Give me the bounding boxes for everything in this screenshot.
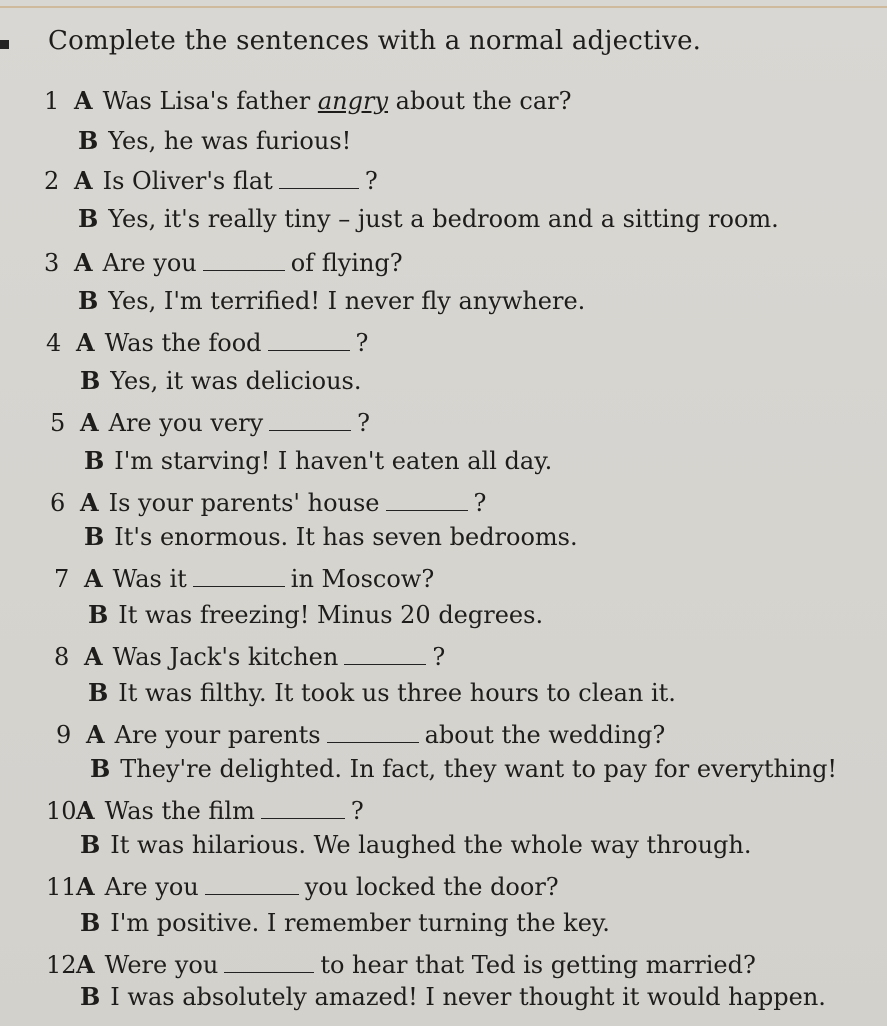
- question-text-end: to hear that Ted is getting married?: [320, 951, 756, 979]
- speaker-a-label: A: [76, 950, 95, 979]
- item-number: 8: [54, 643, 70, 671]
- item-number: 11: [46, 873, 77, 901]
- response-line-b: [80, 908, 610, 937]
- response-text: Yes, it's really: [108, 205, 285, 233]
- speaker-a-label: A: [80, 488, 99, 517]
- response-line-b: [78, 126, 351, 155]
- response-line-b: [80, 982, 826, 1011]
- item-number: 9: [56, 721, 72, 749]
- speaker-b-label: B: [80, 830, 101, 859]
- answer-blank[interactable]: [261, 800, 345, 819]
- strong-adjective: freezing: [199, 601, 300, 629]
- question-line-a: [54, 642, 445, 671]
- strong-adjective: furious: [255, 127, 342, 155]
- answer-blank[interactable]: [224, 954, 314, 973]
- question-text-end: of flying?: [290, 249, 403, 277]
- question-line-a: [56, 720, 665, 749]
- question-line-a: [44, 248, 403, 277]
- strong-adjective: enormous: [159, 523, 281, 551]
- question-line-a: [46, 328, 368, 357]
- response-line-b: [84, 522, 578, 551]
- question-text: Was the film: [104, 797, 255, 825]
- response-line-b: [78, 286, 585, 315]
- strong-adjective: delicious: [245, 367, 354, 395]
- question-line-a: [44, 86, 572, 115]
- answer-blank[interactable]: [344, 646, 426, 665]
- answer-blank[interactable]: [193, 568, 285, 587]
- speaker-b-label: B: [84, 522, 105, 551]
- item-number: 4: [46, 329, 62, 357]
- answer-blank[interactable]: [203, 252, 285, 271]
- question-text-end: ?: [364, 167, 378, 195]
- strong-adjective: hilarious: [191, 831, 299, 859]
- example-answer: angry: [317, 87, 389, 115]
- speaker-b-label: B: [88, 600, 109, 629]
- response-text: They're: [120, 755, 220, 783]
- response-text-end: ! Minus 20 degrees.: [299, 601, 544, 629]
- response-text: It was: [118, 601, 200, 629]
- item-number: 5: [50, 409, 66, 437]
- speaker-b-label: B: [78, 286, 99, 315]
- question-text: Is your parents' house: [108, 489, 380, 517]
- question-text: Are your parents: [114, 721, 321, 749]
- speaker-b-label: B: [78, 126, 99, 155]
- question-text: Are you: [104, 873, 199, 901]
- question-line-a: [50, 488, 486, 517]
- question-text: Were you: [104, 951, 219, 979]
- speaker-a-label: A: [74, 86, 93, 115]
- question-text-end: ?: [350, 797, 364, 825]
- question-text-end: in Moscow?: [290, 565, 435, 593]
- strong-adjective: terrified: [210, 287, 311, 315]
- response-line-b: [78, 204, 779, 233]
- strong-adjective: tiny: [284, 205, 331, 233]
- item-number: 7: [54, 565, 70, 593]
- speaker-a-label: A: [86, 720, 105, 749]
- answer-blank[interactable]: [386, 492, 468, 511]
- strong-adjective: delighted: [219, 755, 335, 783]
- answer-blank[interactable]: [269, 412, 351, 431]
- speaker-b-label: B: [88, 678, 109, 707]
- question-line-a: [46, 872, 559, 901]
- question-line-a: [54, 564, 434, 593]
- question-text: Was it: [112, 565, 187, 593]
- speaker-a-label: A: [76, 328, 95, 357]
- response-text: I'm: [110, 909, 157, 937]
- question-line-a: [46, 950, 756, 979]
- item-number: 3: [44, 249, 60, 277]
- response-line-b: [80, 830, 751, 859]
- item-number: 10: [46, 797, 77, 825]
- response-text-end: . It has seven bedrooms.: [280, 523, 578, 551]
- speaker-a-label: A: [74, 248, 93, 277]
- item-number: 12: [46, 951, 77, 979]
- item-number: 2: [44, 167, 60, 195]
- speaker-b-label: B: [80, 908, 101, 937]
- response-text-end: . It took us three hours to clean it.: [259, 679, 676, 707]
- response-text-end: . In fact, they want to pay for everything!: [334, 755, 838, 783]
- question-line-a: [44, 166, 378, 195]
- speaker-b-label: B: [80, 982, 101, 1011]
- response-line-b: [84, 446, 552, 475]
- question-text: Was Lisa's father: [102, 87, 318, 115]
- strong-adjective: starving: [160, 447, 261, 475]
- response-text-end: ! I never thought it would happen.: [408, 983, 826, 1011]
- response-text: It was: [118, 679, 200, 707]
- response-text-end: ! I never fly anywhere.: [310, 287, 586, 315]
- speaker-a-label: A: [84, 564, 103, 593]
- response-line-b: [88, 678, 676, 707]
- question-text-end: ?: [357, 409, 371, 437]
- item-number: 1: [44, 87, 60, 115]
- response-text: Yes, he was: [108, 127, 256, 155]
- response-text-end: ! I haven't eaten all day.: [260, 447, 553, 475]
- exercise-letter-marker: [0, 40, 9, 49]
- response-text-end: . I remember turning the key.: [251, 909, 610, 937]
- response-text: Yes, I'm: [108, 287, 211, 315]
- response-text-end: .: [353, 367, 362, 395]
- response-line-b: [88, 600, 543, 629]
- answer-blank[interactable]: [205, 876, 299, 895]
- strong-adjective: amazed: [314, 983, 409, 1011]
- speaker-b-label: B: [84, 446, 105, 475]
- response-text: I was absolutely: [110, 983, 315, 1011]
- question-text: Was the food: [104, 329, 262, 357]
- question-text-end: about the wedding?: [424, 721, 666, 749]
- top-rule: [0, 6, 887, 8]
- question-text-end: ?: [432, 643, 446, 671]
- question-text: Are you: [102, 249, 197, 277]
- response-text: Yes, it was: [110, 367, 246, 395]
- exercise-instruction: Complete the sentences with a normal adjective.: [48, 26, 702, 56]
- response-text: It's: [114, 523, 160, 551]
- answer-blank[interactable]: [268, 332, 350, 351]
- question-line-a: [46, 796, 364, 825]
- speaker-a-label: A: [76, 872, 95, 901]
- speaker-a-label: A: [74, 166, 93, 195]
- speaker-b-label: B: [80, 366, 101, 395]
- speaker-b-label: B: [90, 754, 111, 783]
- response-text-end: !: [341, 127, 352, 155]
- question-line-a: [50, 408, 370, 437]
- strong-adjective: filthy: [199, 679, 260, 707]
- response-text: It was: [110, 831, 192, 859]
- response-text: I'm: [114, 447, 161, 475]
- strong-adjective: positive: [156, 909, 252, 937]
- answer-blank[interactable]: [327, 724, 419, 743]
- question-text-end: you locked the door?: [304, 873, 559, 901]
- speaker-a-label: A: [84, 642, 103, 671]
- response-line-b: [80, 366, 361, 395]
- speaker-a-label: A: [80, 408, 99, 437]
- question-text-end: about the car?: [388, 87, 572, 115]
- response-text-end: – just a bedroom and a sitting room.: [330, 205, 779, 233]
- question-text: Is Oliver's flat: [102, 167, 273, 195]
- speaker-a-label: A: [76, 796, 95, 825]
- question-text-end: ?: [473, 489, 487, 517]
- speaker-b-label: B: [78, 204, 99, 233]
- response-text-end: . We laughed the whole way through.: [298, 831, 752, 859]
- item-number: 6: [50, 489, 66, 517]
- answer-blank[interactable]: [279, 170, 359, 189]
- question-text: Was Jack's kitchen: [112, 643, 339, 671]
- question-text-end: ?: [355, 329, 369, 357]
- response-line-b: [90, 754, 837, 783]
- question-text: Are you very: [108, 409, 264, 437]
